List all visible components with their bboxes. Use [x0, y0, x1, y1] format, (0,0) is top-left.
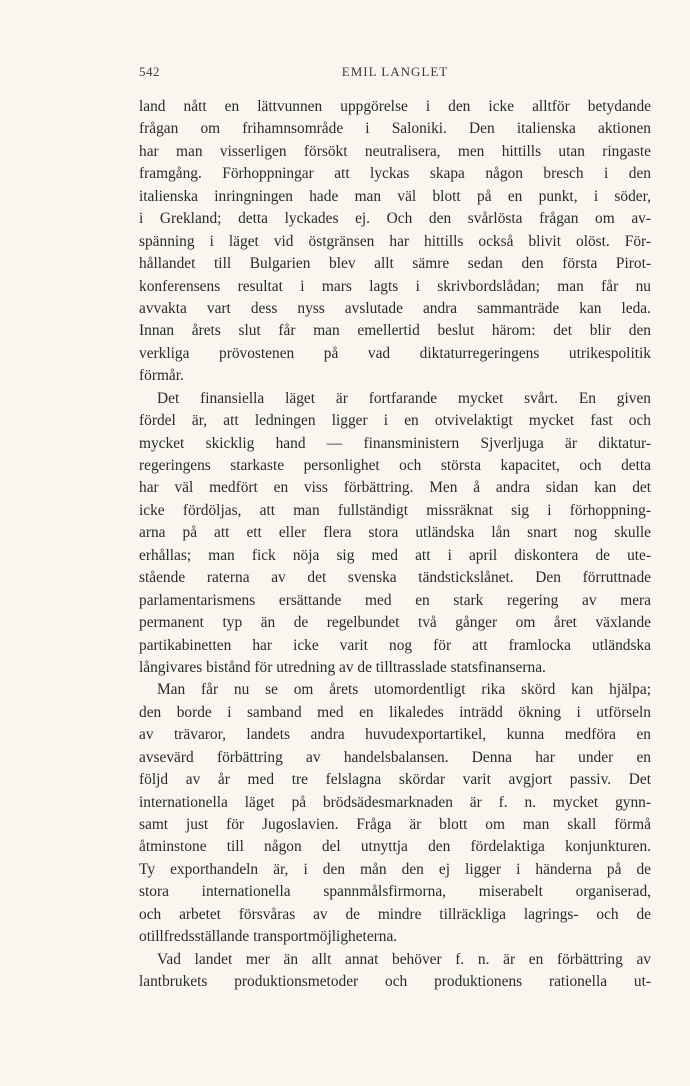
text-line: konferensens resultat i mars lagts i skrivbordslådan; man får nu [139, 277, 651, 295]
text-line: avsevärd förbättring av handelsbalansen. Denna har under en [139, 748, 651, 766]
text-line: och arbetet försvåras av de mindre tillräckliga lagrings- och de [139, 905, 651, 923]
text-line: land nått en lättvunnen uppgörelse i den icke alltför betydande [139, 98, 651, 115]
text-line: erhållas; man fick nöja sig med att i april diskontera de ute- [139, 546, 651, 564]
text-line: fördel är, att ledningen ligger i en otvivelaktigt mycket fast och [139, 412, 651, 430]
text-line: i Grekland; detta lyckades ej. Och den svårlösta frågan om av- [139, 210, 651, 228]
text-line: italienska inringningen hade man väl blott på en punkt, i söder, [139, 187, 651, 205]
text-line: Man får nu se om årets utomordentligt rika skörd kan hjälpa; [157, 681, 651, 699]
text-line: parlamentarismens ersättande med en stark regering av mera [139, 591, 651, 609]
text-line: avvakta vart dess nyss avslutade andra sammanträde kan leda. [139, 299, 651, 317]
text-line: otillfredsställande transportmöjligheterna. [139, 928, 398, 946]
text-line: spänning i läget vid östgränsen har hittills också blivit olöst. För- [139, 232, 651, 250]
text-line: frågan om frihamnsområde i Saloniki. Den italienska aktionen [139, 120, 651, 138]
text-line: samt just för Jugoslavien. Fråga är blott om man skall förmå [139, 816, 651, 833]
page-header [139, 64, 651, 86]
text-line: mycket skicklig hand — finansministern Sjverljuga är diktatur- [139, 434, 651, 452]
text-line: partikabinetten har icke varit nog för att framlocka utländska [139, 636, 651, 654]
text-line: åtminstone till någon del utnyttja den fördelaktiga konjunkturen. [139, 838, 651, 856]
text-line: stora internationella spannmålsfirmorna, miserabelt organiserad, [139, 883, 651, 901]
text-line: av trävaror, landets andra huvudexportartikel, kunna medföra en [139, 726, 651, 744]
text-line: följd av år med tre felslagna skördar varit avgjort passiv. Det [139, 771, 651, 789]
text-line: Vad landet mer än allt annat behöver f. n. är en förbättring av [157, 950, 651, 968]
text-line: stående raterna av det svenska tändstickslånet. Den förruttnade [139, 569, 651, 587]
text-line: Innan årets slut får man emellertid beslut härom: det blir den [139, 322, 651, 340]
text-line: den borde i samband med en likaledes inträdd ökning i utförseln [139, 703, 651, 721]
page-number: 542 [139, 64, 160, 79]
text-line: lantbrukets produktionsmetoder och produktionens rationella ut- [139, 973, 651, 991]
text-line: Ty exporthandeln är, i den mån den ej ligger i händerna på de [139, 860, 651, 878]
text-line: regeringens starkaste personlighet och största kapacitet, och detta [139, 457, 651, 474]
body-text [139, 96, 651, 994]
text-line: har väl medfört en viss förbättring. Men å andra sidan kan det [139, 479, 651, 497]
text-line: icke fördöljas, att man fullständigt missräknat sig i förhoppning- [139, 501, 651, 519]
text-line: hållandet till Bulgarien blev allt sämre sedan den första Pirot- [139, 255, 651, 273]
text-line: långivares bistånd för utredning av de tilltrasslade statsfinanserna. [139, 658, 546, 676]
text-line: verkliga prövostenen på vad diktaturregeringens utrikespolitik [139, 344, 651, 362]
text-line: permanent typ än de regelbundet två gånger om året växlande [139, 614, 651, 632]
text-line: Det finansiella läget är fortfarande mycket svårt. En given [157, 389, 651, 407]
text-line: förmår. [139, 367, 184, 385]
text-line: arna på att ett eller flera stora utländska lån snart nog skulle [139, 524, 651, 542]
text-line: internationella läget på brödsädesmarknaden är f. n. mycket gynn- [139, 793, 651, 811]
text-line: har man visserligen försökt neutralisera, men hittills utan ringaste [139, 142, 651, 160]
text-line: framgång. Förhoppningar att lyckas skapa någon bresch i den [139, 165, 651, 183]
running-head: EMIL LANGLET [341, 64, 449, 79]
